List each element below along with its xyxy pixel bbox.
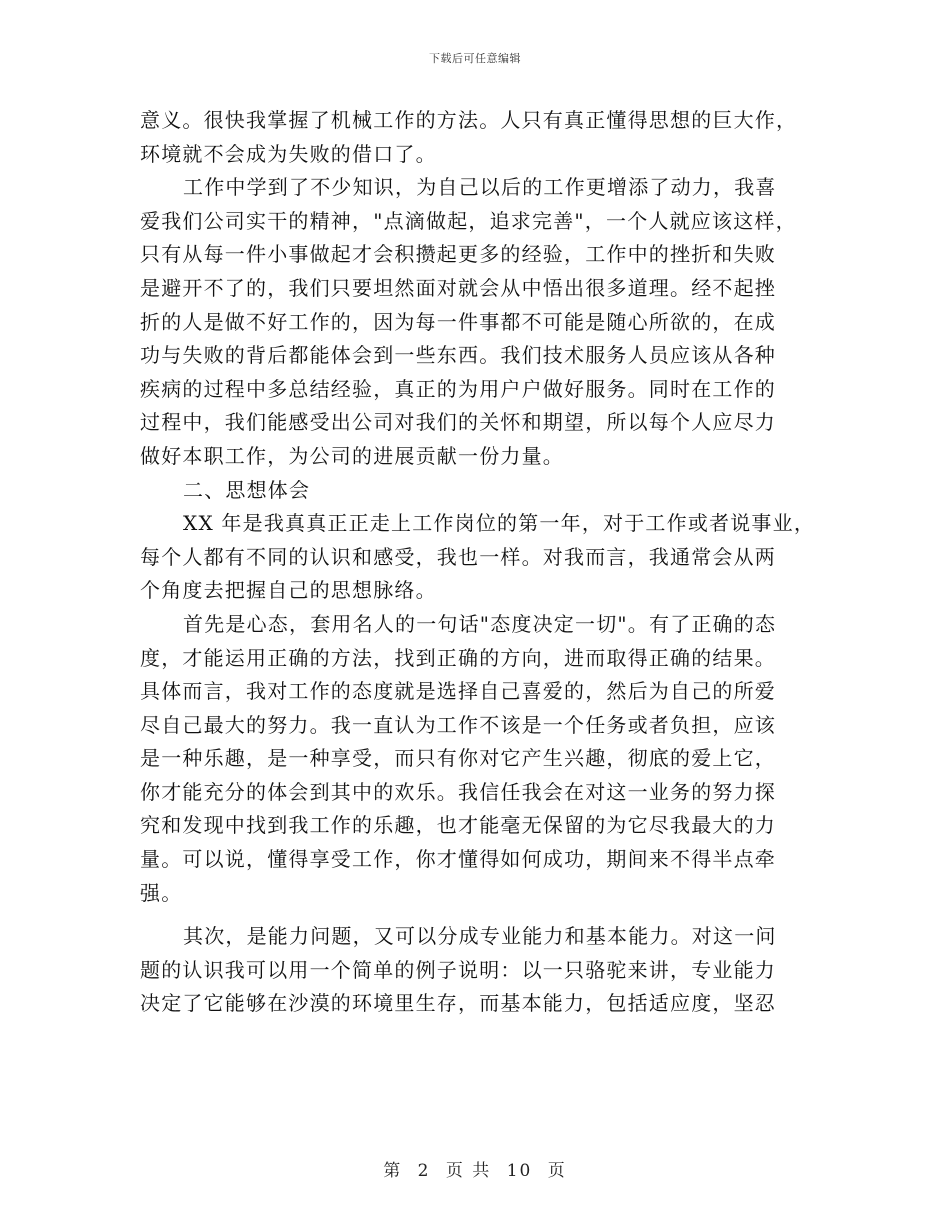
- text-line: 过程中，我们能感受出公司对我们的关怀和期望，所以每个人应尽力: [140, 410, 776, 435]
- text-line: 决定了它能够在沙漠的环境里生存，而基本能力，包括适应度，坚忍: [140, 991, 776, 1016]
- paragraph-start-line: 其次，是能力问题，又可以分成专业能力和基本能力。对这一问: [183, 924, 777, 949]
- document-body: [140, 104, 816, 1021]
- paragraph-start-line: 首先是心态，套用名人的一句话"态度决定一切"。有了正确的态: [183, 611, 777, 636]
- paragraph-start-line: 工作中学到了不少知识，为自己以后的工作更增添了动力，我喜: [183, 175, 777, 200]
- text-line: 题的认识我可以用一个简单的例子说明：以一只骆驼来讲，专业能力: [140, 957, 776, 982]
- footer-prefix: 第: [383, 1161, 403, 1181]
- footer-page-number: 2: [417, 1161, 431, 1181]
- text-line: 每个人都有不同的认识和感受，我也一样。对我而言，我通常会从两: [140, 544, 776, 569]
- text-line: 量。可以说，懂得享受工作，你才懂得如何成功，期间来不得半点牵: [140, 847, 776, 872]
- text-line: 功与失败的背后都能体会到一些东西。我们技术服务人员应该从各种: [140, 343, 776, 368]
- text-line: 是一种乐趣，是一种享受，而只有你对它产生兴趣，彻底的爱上它，: [140, 746, 776, 771]
- text-line: 做好本职工作，为公司的进展贡献一份力量。: [140, 443, 564, 468]
- text-line: 环境就不会成为失败的借口了。: [140, 141, 437, 166]
- text-line: 只有从每一件小事做起才会积攒起更多的经验，工作中的挫折和失败: [140, 242, 776, 267]
- paragraph-start-line: XX 年是我真真正正走上工作岗位的第一年，对于工作或者说事业，: [183, 511, 816, 536]
- page-footer: [0, 1156, 950, 1181]
- text-line: 度，才能运用正确的方法，找到正确的方向，进而取得正确的结果。: [140, 645, 776, 670]
- text-line: 尽自己最大的努力。我一直认为工作不该是一个任务或者负担，应该: [140, 712, 776, 737]
- text-line: 具体而言，我对工作的态度就是选择自己喜爱的，然后为自己的所爱: [140, 679, 776, 704]
- text-line: 你才能充分的体会到其中的欢乐。我信任我会在对这一业务的努力探: [140, 779, 776, 804]
- text-line: 意义。很快我掌握了机械工作的方法。人只有真正懂得思想的巨大作，: [140, 108, 798, 132]
- footer-middle: 页 共: [445, 1161, 492, 1181]
- text-line: 究和发现中找到我工作的乐趣，也才能毫无保留的为它尽我最大的力: [140, 813, 776, 838]
- section-heading: 二、思想体会: [183, 477, 311, 502]
- footer-total-pages: 10: [506, 1161, 533, 1181]
- text-line: 个角度去把握自己的思想脉络。: [140, 578, 437, 603]
- text-line: 折的人是做不好工作的，因为每一件事都不可能是随心所欲的，在成: [140, 309, 776, 334]
- text-line: 爱我们公司实干的精神，"点滴做起，追求完善"，一个人就应该这样，: [140, 208, 797, 233]
- footer-suffix: 页: [547, 1161, 567, 1181]
- text-line: 是避开不了的，我们只要坦然面对就会从中悟出很多道理。经不起挫: [140, 275, 776, 300]
- text-line: 强。: [140, 880, 183, 905]
- text-line: 疾病的过程中多总结经验，真正的为用户户做好服务。同时在工作的: [140, 376, 776, 401]
- page-header: 下载后可任意编辑: [429, 52, 521, 65]
